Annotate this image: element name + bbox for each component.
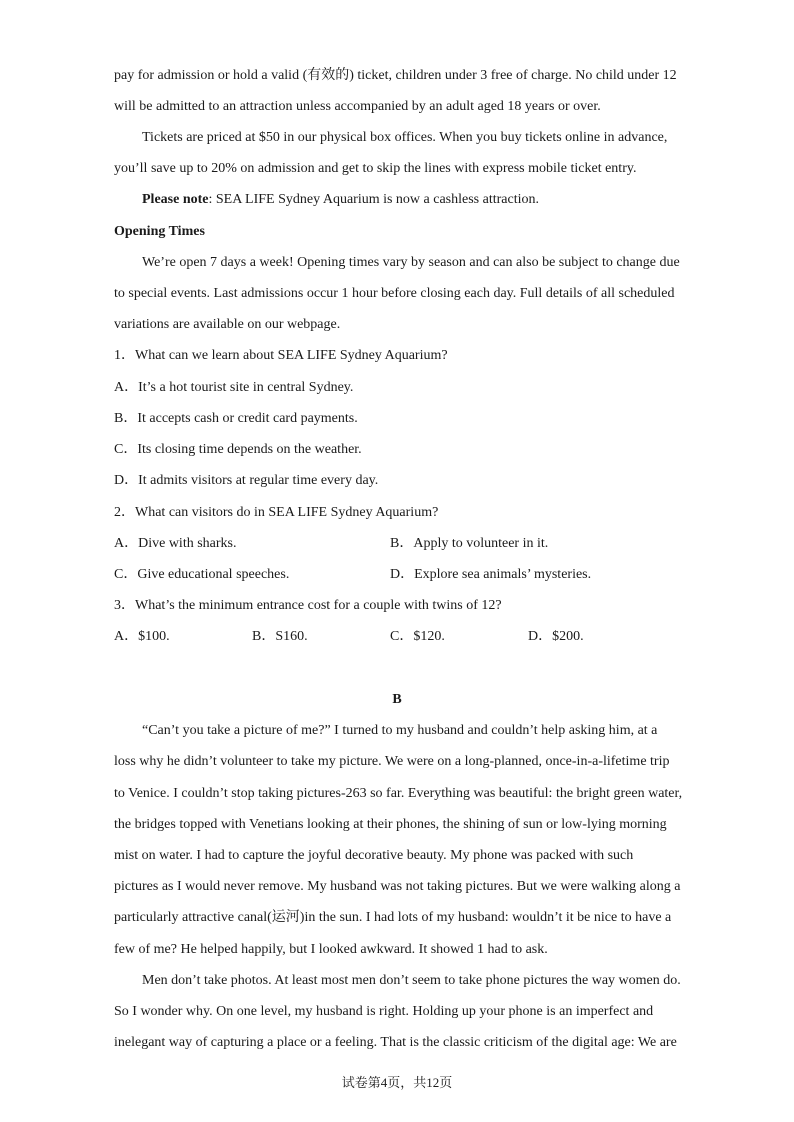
option-b: B．Apply to volunteer in it. [390,536,549,551]
paragraph-line: will be admitted to an attraction unless accompanied by an adult aged 18 years or over. [114,99,601,114]
option-d: D．$200. [528,629,584,644]
paragraph-line: few of me? He helped happily, but I looked awkward. It showed 1 had to ask. [114,942,548,957]
option-c: C．Its closing time depends on the weather. [114,442,362,457]
paragraph-line: to special events. Last admissions occur 1 hour before closing each day. Full details of all scheduled [114,286,675,301]
question-stem: 3．What’s the minimum entrance cost for a couple with twins of 12? [114,598,502,613]
option-d: D．Explore sea animals’ mysteries. [390,567,592,582]
paragraph-line: inelegant way of capturing a place or a feeling. That is the classic criticism of the digital age: We are [114,1035,677,1050]
paragraph-line: Tickets are priced at $50 in our physical box offices. When you buy tickets online in advance, [142,130,668,145]
option-d: D．It admits visitors at regular time every day. [114,473,379,488]
paragraph-line: “Can’t you take a picture of me?” I turned to my husband and couldn’t help asking him, at a [142,723,658,738]
option-c: C．$120. [390,629,445,644]
note-line [142,190,539,210]
option-a: A．It’s a hot tourist site in central Sydney. [114,380,354,395]
paragraph-line: pay for admission or hold a valid (有效的) ticket, children under 3 free of charge. No child under 12 [114,68,677,83]
paragraph-line: particularly attractive canal(运河)in the sun. I had lots of my husband: wouldn’t it be nice to have a [114,910,672,925]
question-stem: 2．What can visitors do in SEA LIFE Sydney Aquarium? [114,505,439,520]
section-heading: Opening Times [114,224,205,239]
paragraph-line: the bridges topped with Venetians looking at their phones, the shining of sun or low-lying morning [114,817,667,832]
paragraph-line: you’ll save up to 20% on admission and get to skip the lines with express mobile ticket entry. [114,161,637,176]
note-text: : SEA LIFE Sydney Aquarium is now a cashless attraction. [208,192,539,207]
paragraph-line: So I wonder why. On one level, my husband is right. Holding up your phone is an imperfect and [114,1004,654,1019]
paragraph-line: variations are available on our webpage. [114,317,341,332]
paragraph-line: mist on water. I had to capture the joyful decorative beauty. My phone was packed with such [114,848,634,863]
passage-label: B [392,692,402,707]
option-a: A．Dive with sharks. [114,536,237,551]
page-footer: 试卷第4页，共12页 [341,1075,453,1090]
option-a: A．$100. [114,629,170,644]
option-c: C．Give educational speeches. [114,567,290,582]
paragraph-line: loss why he didn’t volunteer to take my picture. We were on a long-planned, once-in-a-lifetime trip [114,754,670,769]
paragraph-line: We’re open 7 days a week! Opening times vary by season and can also be subject to change due [142,255,680,270]
paragraph-line: pictures as I would never remove. My husband was not taking pictures. But we were walking along a [114,879,681,894]
question-stem: 1．What can we learn about SEA LIFE Sydney Aquarium? [114,348,448,363]
paragraph-line: Men don’t take photos. At least most men don’t seem to take phone pictures the way women do. [142,973,681,988]
option-b: B．It accepts cash or credit card payments. [114,411,358,426]
paragraph-line: to Venice. I couldn’t stop taking pictures-263 so far. Everything was beautiful: the bright green water, [114,786,683,801]
option-b: B．S160. [252,629,308,644]
note-label: Please note [142,192,209,207]
